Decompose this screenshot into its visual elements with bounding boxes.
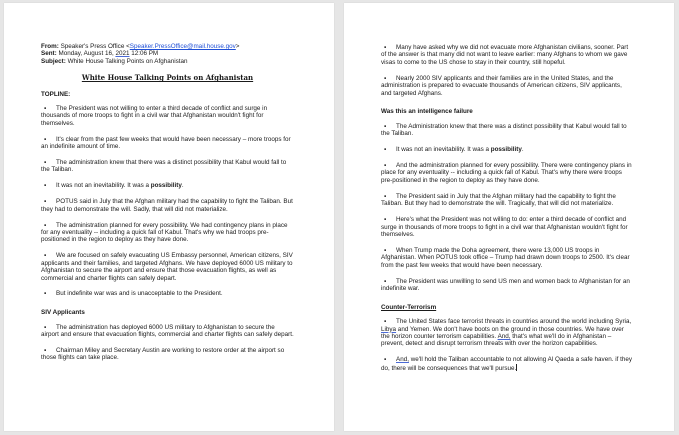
bullet-item: ▪ The President said in July that the Afghan military had the capability to fight the Taliban. But they had to demonstrate the will. Tragically, that will did not materialize. — [381, 192, 616, 208]
bullet-item: ▪ POTUS said in July that the Afghan military had the capability to fight the Taliban. But they had to demonstrate the will. Sadly, that will did not materialize. — [41, 198, 293, 213]
bullet-item: ▪ It was not an inevitability. It was a possibility. — [381, 146, 634, 153]
document-title: White House Talking Points on Afghanistan — [81, 73, 254, 83]
bullet-icon: ▪ — [44, 347, 47, 355]
bullet-item: ▪ And, we'll hold the Taliban accountable to not allowing Al Qaeda a safe haven. if they do, there will be consequences that we'll pursue. — [381, 356, 632, 372]
from-close: > — [235, 43, 240, 50]
bullet-icon: ▪ — [44, 290, 47, 298]
from-email-link[interactable]: Speaker.PressOffice@mail.house.gov — [129, 43, 236, 50]
page-2-content — [381, 44, 634, 381]
sent-time: 12:06 PM — [129, 50, 159, 58]
section-heading-siv: SIV Applicants — [41, 309, 85, 317]
sent-value: Monday, August 16, — [56, 50, 116, 58]
bullet-item: ▪ The President was not willing to enter a third decade of conflict and surge in thousands of more troops to fight in a civil war that Afghanistan wouldn't fight for themselves. — [41, 105, 268, 127]
bullet-icon: ▪ — [384, 146, 387, 154]
grammar-check-word: And, — [497, 333, 511, 341]
bullet-item: ▪ Many have asked why we did not evacuate more Afghanistan civilians, sooner. Part of the answer is that many did not want to leave earlier: many Afghans to whom we gave visas to come to the US chose to stay in their country, still hopeful. — [381, 44, 629, 66]
bullet-icon: ▪ — [384, 44, 387, 51]
bullet-icon: ▪ — [384, 246, 387, 254]
bullet-icon: ▪ — [44, 221, 47, 229]
bullet-item: ▪ And the administration planned for every possibility. There were contingency plans in place for any eventuality -- including a quick fall of Kabul. That's why there were troops pre-positioned in the region to deploy as they have done. — [381, 162, 632, 184]
from-value: Speaker's Press Office < — [58, 43, 130, 50]
bullet-item: ▪ The administration has deployed 6000 US military to Afghanistan to secure the airport and ensure that evacuation flights, commercial and charter flights can safely depart. — [41, 323, 294, 339]
bullet-item: ▪ The Administration knew that there was a distinct possibility that Kabul would fall to the Taliban. — [381, 122, 627, 138]
sent-label: Sent: — [41, 50, 57, 58]
section-heading-intelligence: Was this an intelligence failure — [381, 108, 473, 116]
document-page-1 — [4, 3, 334, 431]
subject-value: White House Talking Points on Afghanistan — [65, 57, 188, 65]
bullet-icon: ▪ — [44, 182, 47, 190]
bullet-item: ▪ The United States face terrorist threats in countries around the world including Syria, Libya and Yemen. We don't have boots on the ground in those countries. We have over the horizon counter terrorism capabilities. And, that's what we'll do in Afghanistan – prevent, detect and disrupt terrorism threats with over the horizon capabilities. — [381, 318, 632, 348]
grammar-check-word: And, — [396, 356, 409, 364]
bullet-icon: ▪ — [384, 356, 387, 364]
bullet-icon: ▪ — [44, 135, 47, 143]
from-label: From: — [41, 43, 59, 50]
sent-year: 2021 — [115, 50, 130, 58]
bullet-icon: ▪ — [384, 192, 387, 200]
bullet-icon: ▪ — [44, 252, 47, 260]
bullet-icon: ▪ — [44, 105, 47, 113]
bullet-icon: ▪ — [44, 159, 47, 167]
bullet-icon: ▪ — [44, 198, 47, 206]
bullet-item: ▪ It's clear from the past few weeks that would have been necessary – more troops for an indefinite amount of time. — [41, 135, 291, 151]
bullet-item: ▪ Chairman Miley and Secretary Austin are working to restore order at the airport so those flights can take place. — [41, 347, 285, 362]
bullet-item: ▪ The President was unwilling to send US men and women back to Afghanistan for an indefinite war. — [381, 277, 630, 292]
bullet-icon: ▪ — [384, 277, 387, 285]
section-heading-topline: TOPLINE: — [41, 90, 71, 98]
email-from-line — [41, 43, 294, 50]
text-cursor[interactable] — [516, 364, 517, 371]
bullet-icon: ▪ — [44, 323, 47, 331]
bullet-item: ▪ The administration planned for every possibility. We had contingency plans in place for any eventuality -- including a quick fall of Kabul. That's why we had troops pre-positioned in the region to deploy as they have done. — [41, 221, 288, 244]
bullet-item: ▪ It was not an inevitability. It was a possibility. — [41, 182, 294, 189]
section-heading-counter-terrorism: Counter-Terrorism — [381, 303, 437, 311]
bullet-icon: ▪ — [384, 74, 387, 82]
bullet-item: ▪ But indefinite war was and is unacceptable to the President. — [41, 290, 294, 297]
spellcheck-word: Libya — [381, 325, 397, 333]
bullet-icon: ▪ — [384, 318, 387, 326]
bullet-icon: ▪ — [384, 162, 387, 170]
bullet-item: ▪ Nearly 2000 SIV applicants and their families are in the United States, and the administration is prepared to evacuate thousands of American citizens, SIV applicants, and targeted Afghans. — [381, 74, 622, 97]
bullet-item: ▪ Here's what the President was not willing to do: enter a third decade of conflict and surge in thousands of more troops to fight in a civil war that Afghanistan wouldn't fight for themselves. — [381, 216, 628, 238]
bullet-item: ▪ The administration knew that there was a distinct possibility that Kabul would fall to the Taliban. — [41, 159, 287, 174]
bullet-item: ▪ When Trump made the Doha agreement, there were 13,000 US troops in Afghanistan. When POTUS took office – Trump had drawn down troops to 2500. It's clear from the past few weeks that would have been necessary. — [381, 246, 630, 269]
document-page-2 — [344, 3, 674, 431]
email-sent-line — [41, 50, 294, 57]
bullet-item: ▪ We are focused on safely evacuating US Embassy personnel, American citizens, SIV applicants and their families, and targeted Afghans. We have deployed 6000 US military to Afghanistan to secure the airport and ensure that those evacuation flights, as well as commercial and charter flights can safely depart. — [41, 252, 293, 282]
subject-label: Subject: — [41, 57, 66, 65]
page-1-content — [41, 43, 294, 370]
email-subject-line — [41, 58, 294, 65]
bullet-icon: ▪ — [384, 122, 387, 130]
bullet-icon: ▪ — [384, 216, 387, 224]
